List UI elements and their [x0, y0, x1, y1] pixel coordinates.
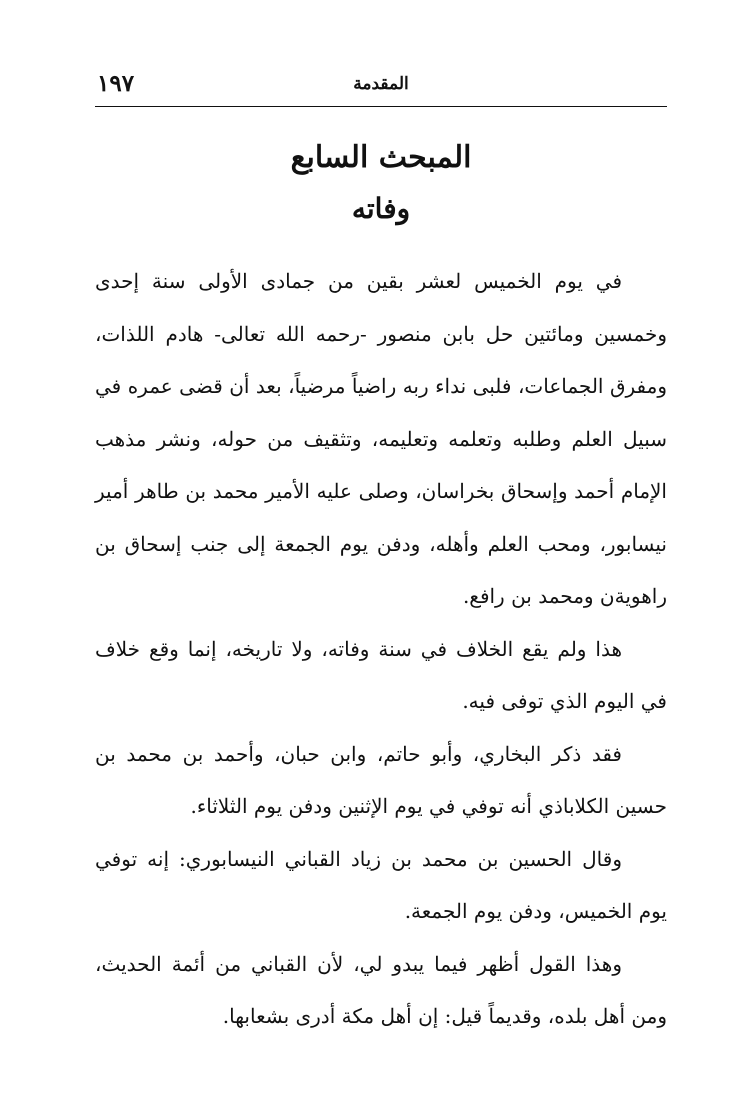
paragraph: في يوم الخميس لعشر بقين من جمادى الأولى سنة إحدى وخمسين ومائتين حل بابن منصور -رحمه الله تعالى- هادم اللذات، ومفرق الجماعات، فلبى نداء ربه راضياً مرضياً، بعد أن قضى عمره في سبيل العلم وطلبه وتعلمه وتعليمه، وتثقيف من حوله، ونشر مذهب الإمام أحمد وإسحاق بخراسان، وصلى عليه الأمير محمد بن طاهر أمير نيسابور، ومحب العلم وأهله، ودفن يوم الجمعة إلى جنب إسحاق بن راهويةن ومحمد بن رافع. [95, 269, 667, 608]
paragraph: وقال الحسين بن محمد بن زياد القباني النيسابوري: إنه توفي يوم الخميس، ودفن يوم الجمعة. [95, 846, 667, 923]
body-text [95, 255, 667, 1043]
paragraph: فقد ذكر البخاري، وأبو حاتم، وابن حبان، وأحمد بن محمد بن حسين الكلاباذي أنه توفي في يوم الإثنين ودفن يوم الثلاثاء. [95, 741, 667, 818]
header-divider [95, 106, 667, 107]
page-header [95, 70, 667, 106]
paragraph: هذا ولم يقع الخلاف في سنة وفاته، ولا تاريخه، إنما وقع خلاف في اليوم الذي توفى فيه. [95, 636, 667, 713]
chapter-title: المبحث السابع [290, 140, 472, 175]
page-number: ١٩٧ [97, 70, 135, 97]
running-title: المقدمة [353, 74, 409, 94]
paragraph: وهذا القول أظهر فيما يبدو لي، لأن القباني من أئمة الحديث، ومن أهل بلده، وقديماً قيل: إن أهل مكة أدرى بشعابها. [95, 951, 667, 1028]
chapter-subtitle: وفاته [351, 192, 411, 225]
